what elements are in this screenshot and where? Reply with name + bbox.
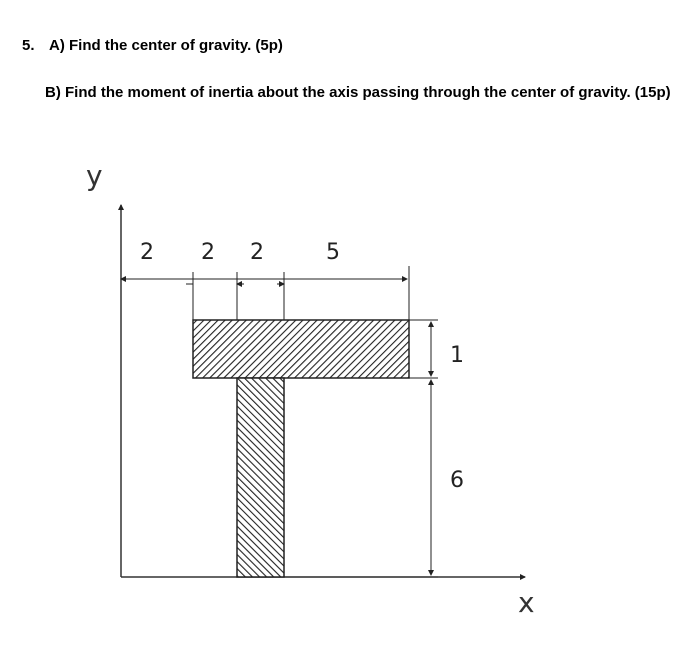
horizontal-dimensions	[121, 266, 409, 320]
x-axis-label: x	[518, 586, 535, 619]
web	[237, 378, 284, 577]
t-shape	[193, 320, 409, 577]
coordinate-axes	[86, 159, 535, 619]
question-number: 5.	[22, 37, 35, 54]
dim-label-3: 2	[250, 240, 264, 265]
dim-label-2: 2	[201, 240, 215, 265]
dim-label-1: 2	[140, 240, 154, 265]
part-b-text: B) Find the moment of inertia about the axis passing through the center of gravity. (15p)	[45, 84, 671, 101]
part-a-text: A) Find the center of gravity. (5p)	[49, 37, 283, 54]
web-height-label: 6	[450, 468, 464, 493]
y-axis-label: y	[86, 159, 103, 192]
dim-label-4: 5	[326, 240, 340, 265]
flange	[193, 320, 409, 378]
flange-thickness-label: 1	[450, 343, 464, 368]
